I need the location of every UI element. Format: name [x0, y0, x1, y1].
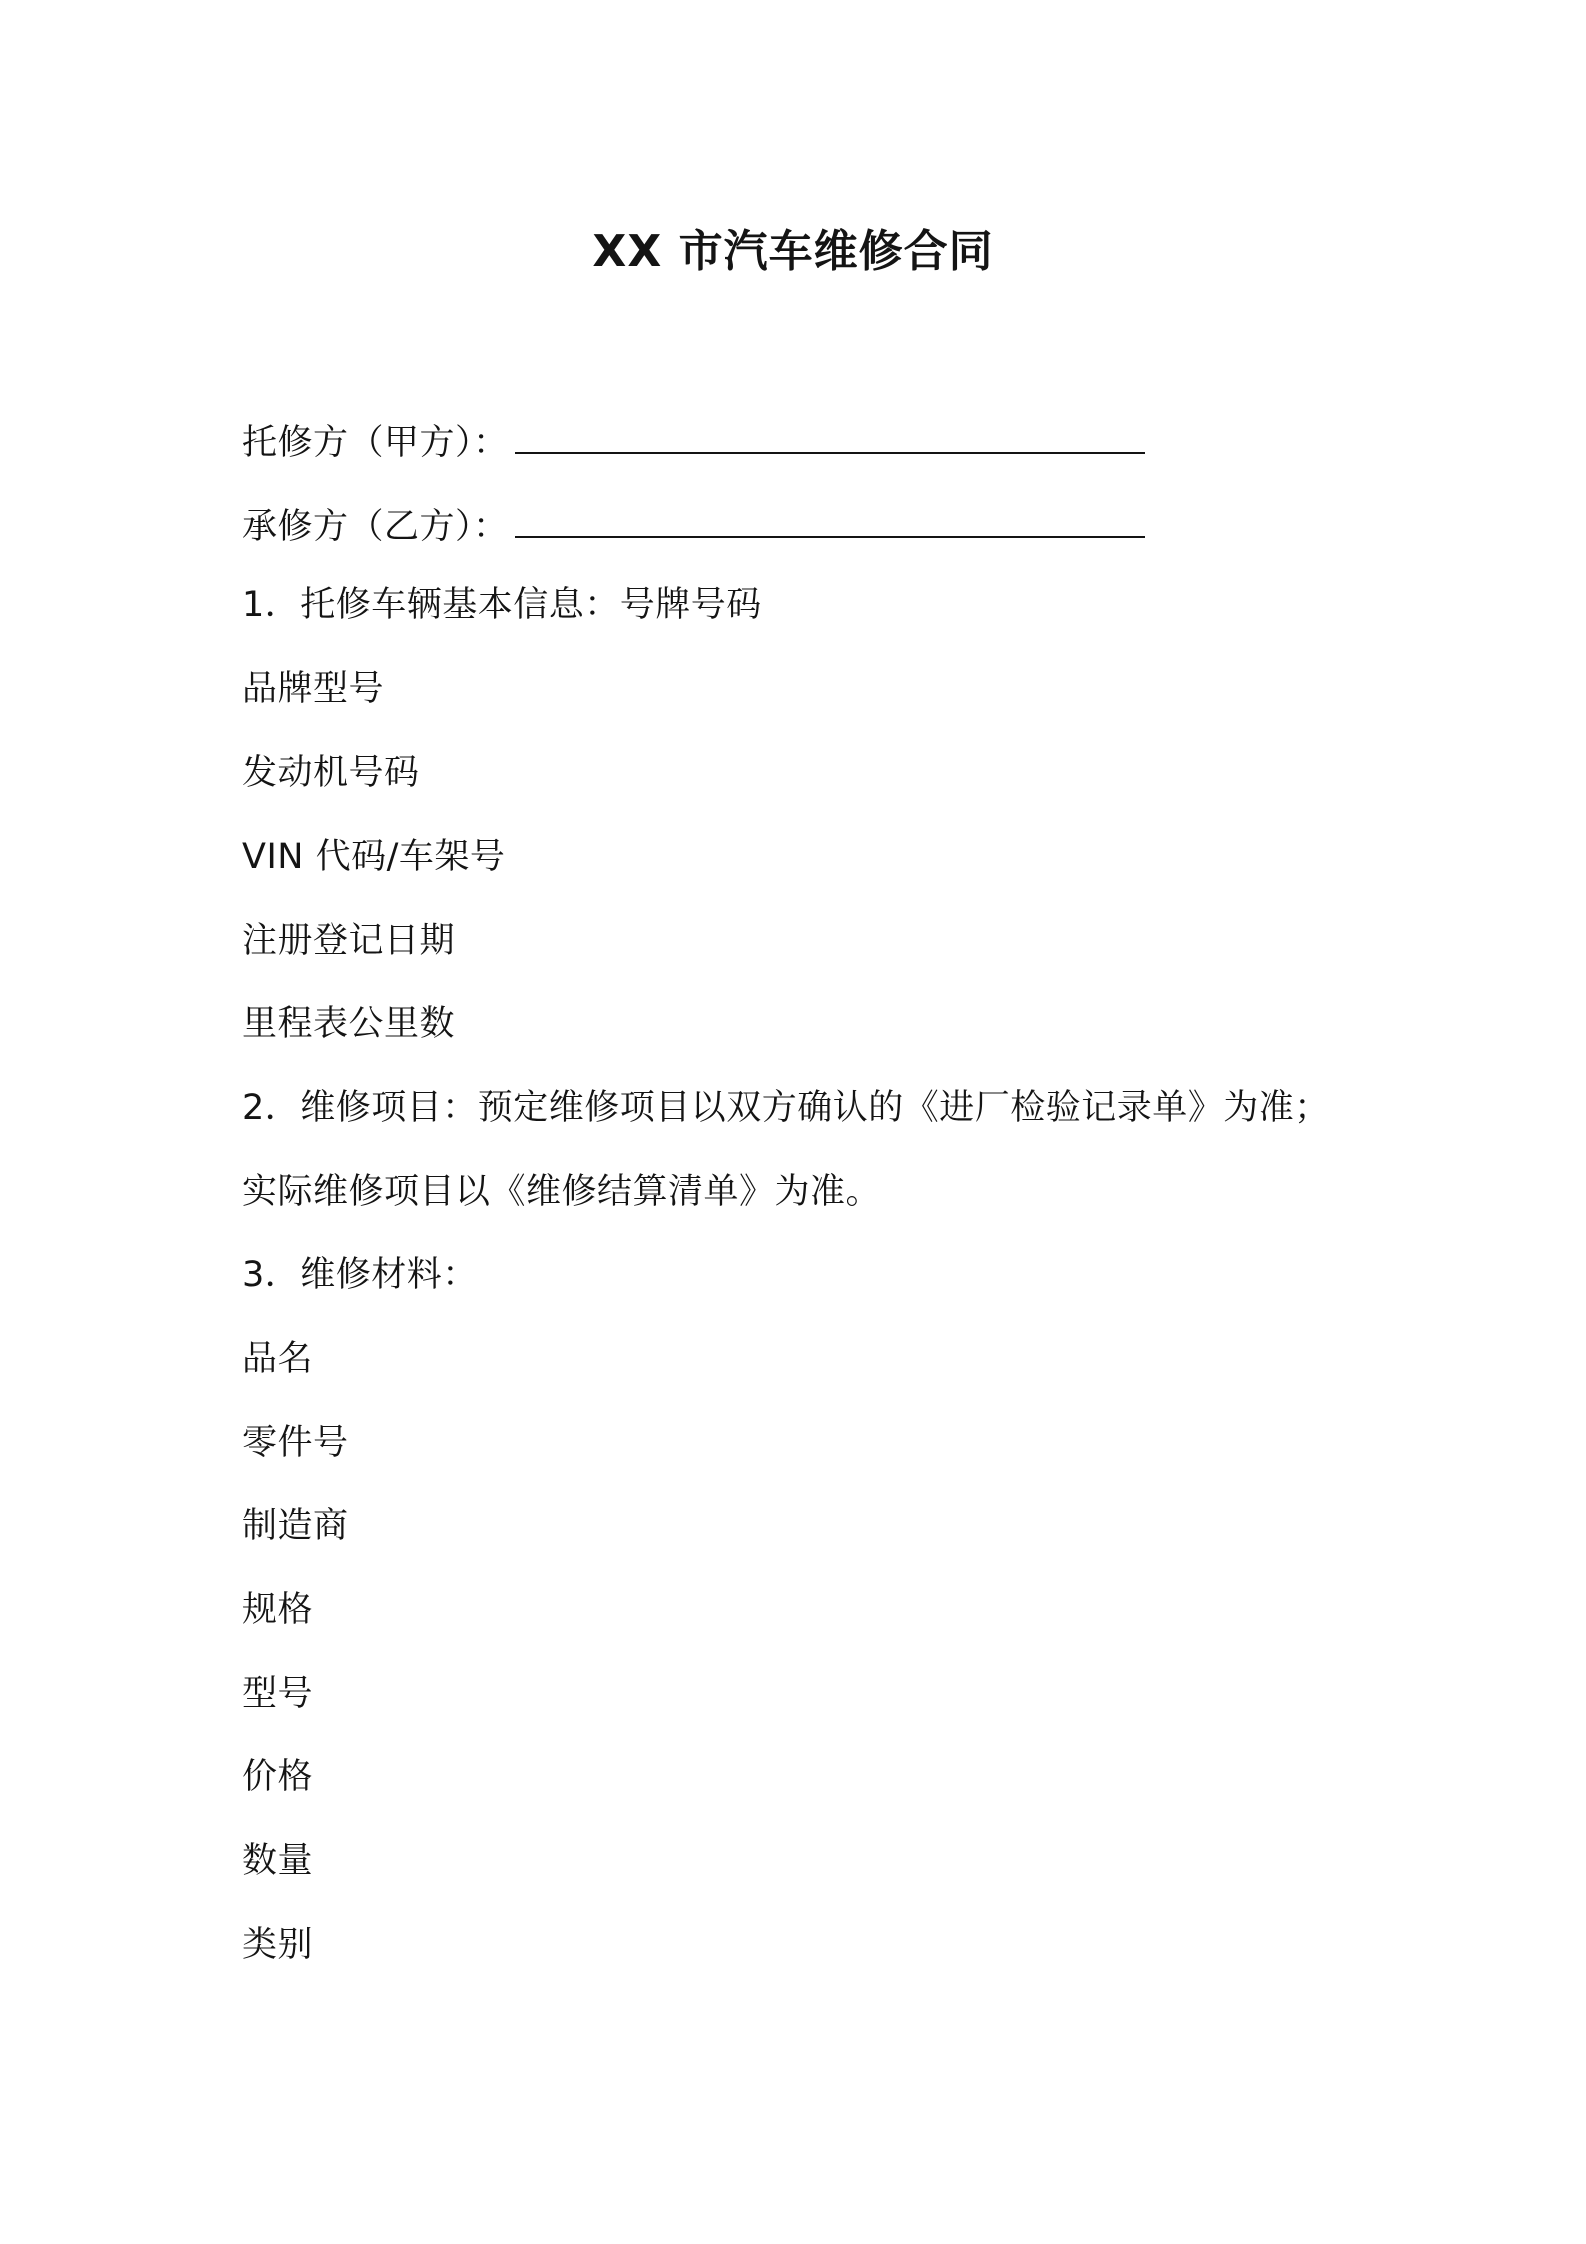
material-field: 零件号: [242, 1423, 349, 1463]
material-field: 价格: [242, 1757, 314, 1797]
section2-line1: 2．维修项目：预定维修项目以双方确认的《进厂检验记录单》为准；: [242, 1088, 1330, 1128]
vehicle-field: 品牌型号: [242, 669, 385, 709]
party-b-blank[interactable]: [515, 504, 1145, 538]
vehicle-field: 发动机号码: [242, 753, 420, 793]
vehicle-field: 里程表公里数: [242, 1004, 456, 1044]
party-b-line: [242, 502, 1145, 552]
vehicle-field: 注册登记日期: [242, 921, 456, 961]
material-field: 规格: [242, 1590, 314, 1630]
section1-heading: 1．托修车辆基本信息：号牌号码: [242, 585, 762, 625]
material-field: 制造商: [242, 1506, 349, 1546]
party-a-blank[interactable]: [515, 420, 1145, 454]
material-field: 型号: [242, 1674, 314, 1714]
section2-line2: 实际维修项目以《维修结算清单》为准。: [242, 1172, 882, 1212]
party-a-line: [242, 418, 1145, 468]
section3-heading: 3．维修材料：: [242, 1255, 478, 1295]
document-title: XX 市汽车维修合同: [592, 226, 994, 277]
material-field: 数量: [242, 1841, 314, 1881]
party-a-label: 托修方（甲方）：: [242, 423, 509, 463]
material-field: 类别: [242, 1925, 314, 1965]
party-b-label: 承修方（乙方）：: [242, 507, 509, 547]
vehicle-field: VIN 代码/车架号: [242, 837, 506, 877]
material-field: 品名: [242, 1339, 314, 1379]
